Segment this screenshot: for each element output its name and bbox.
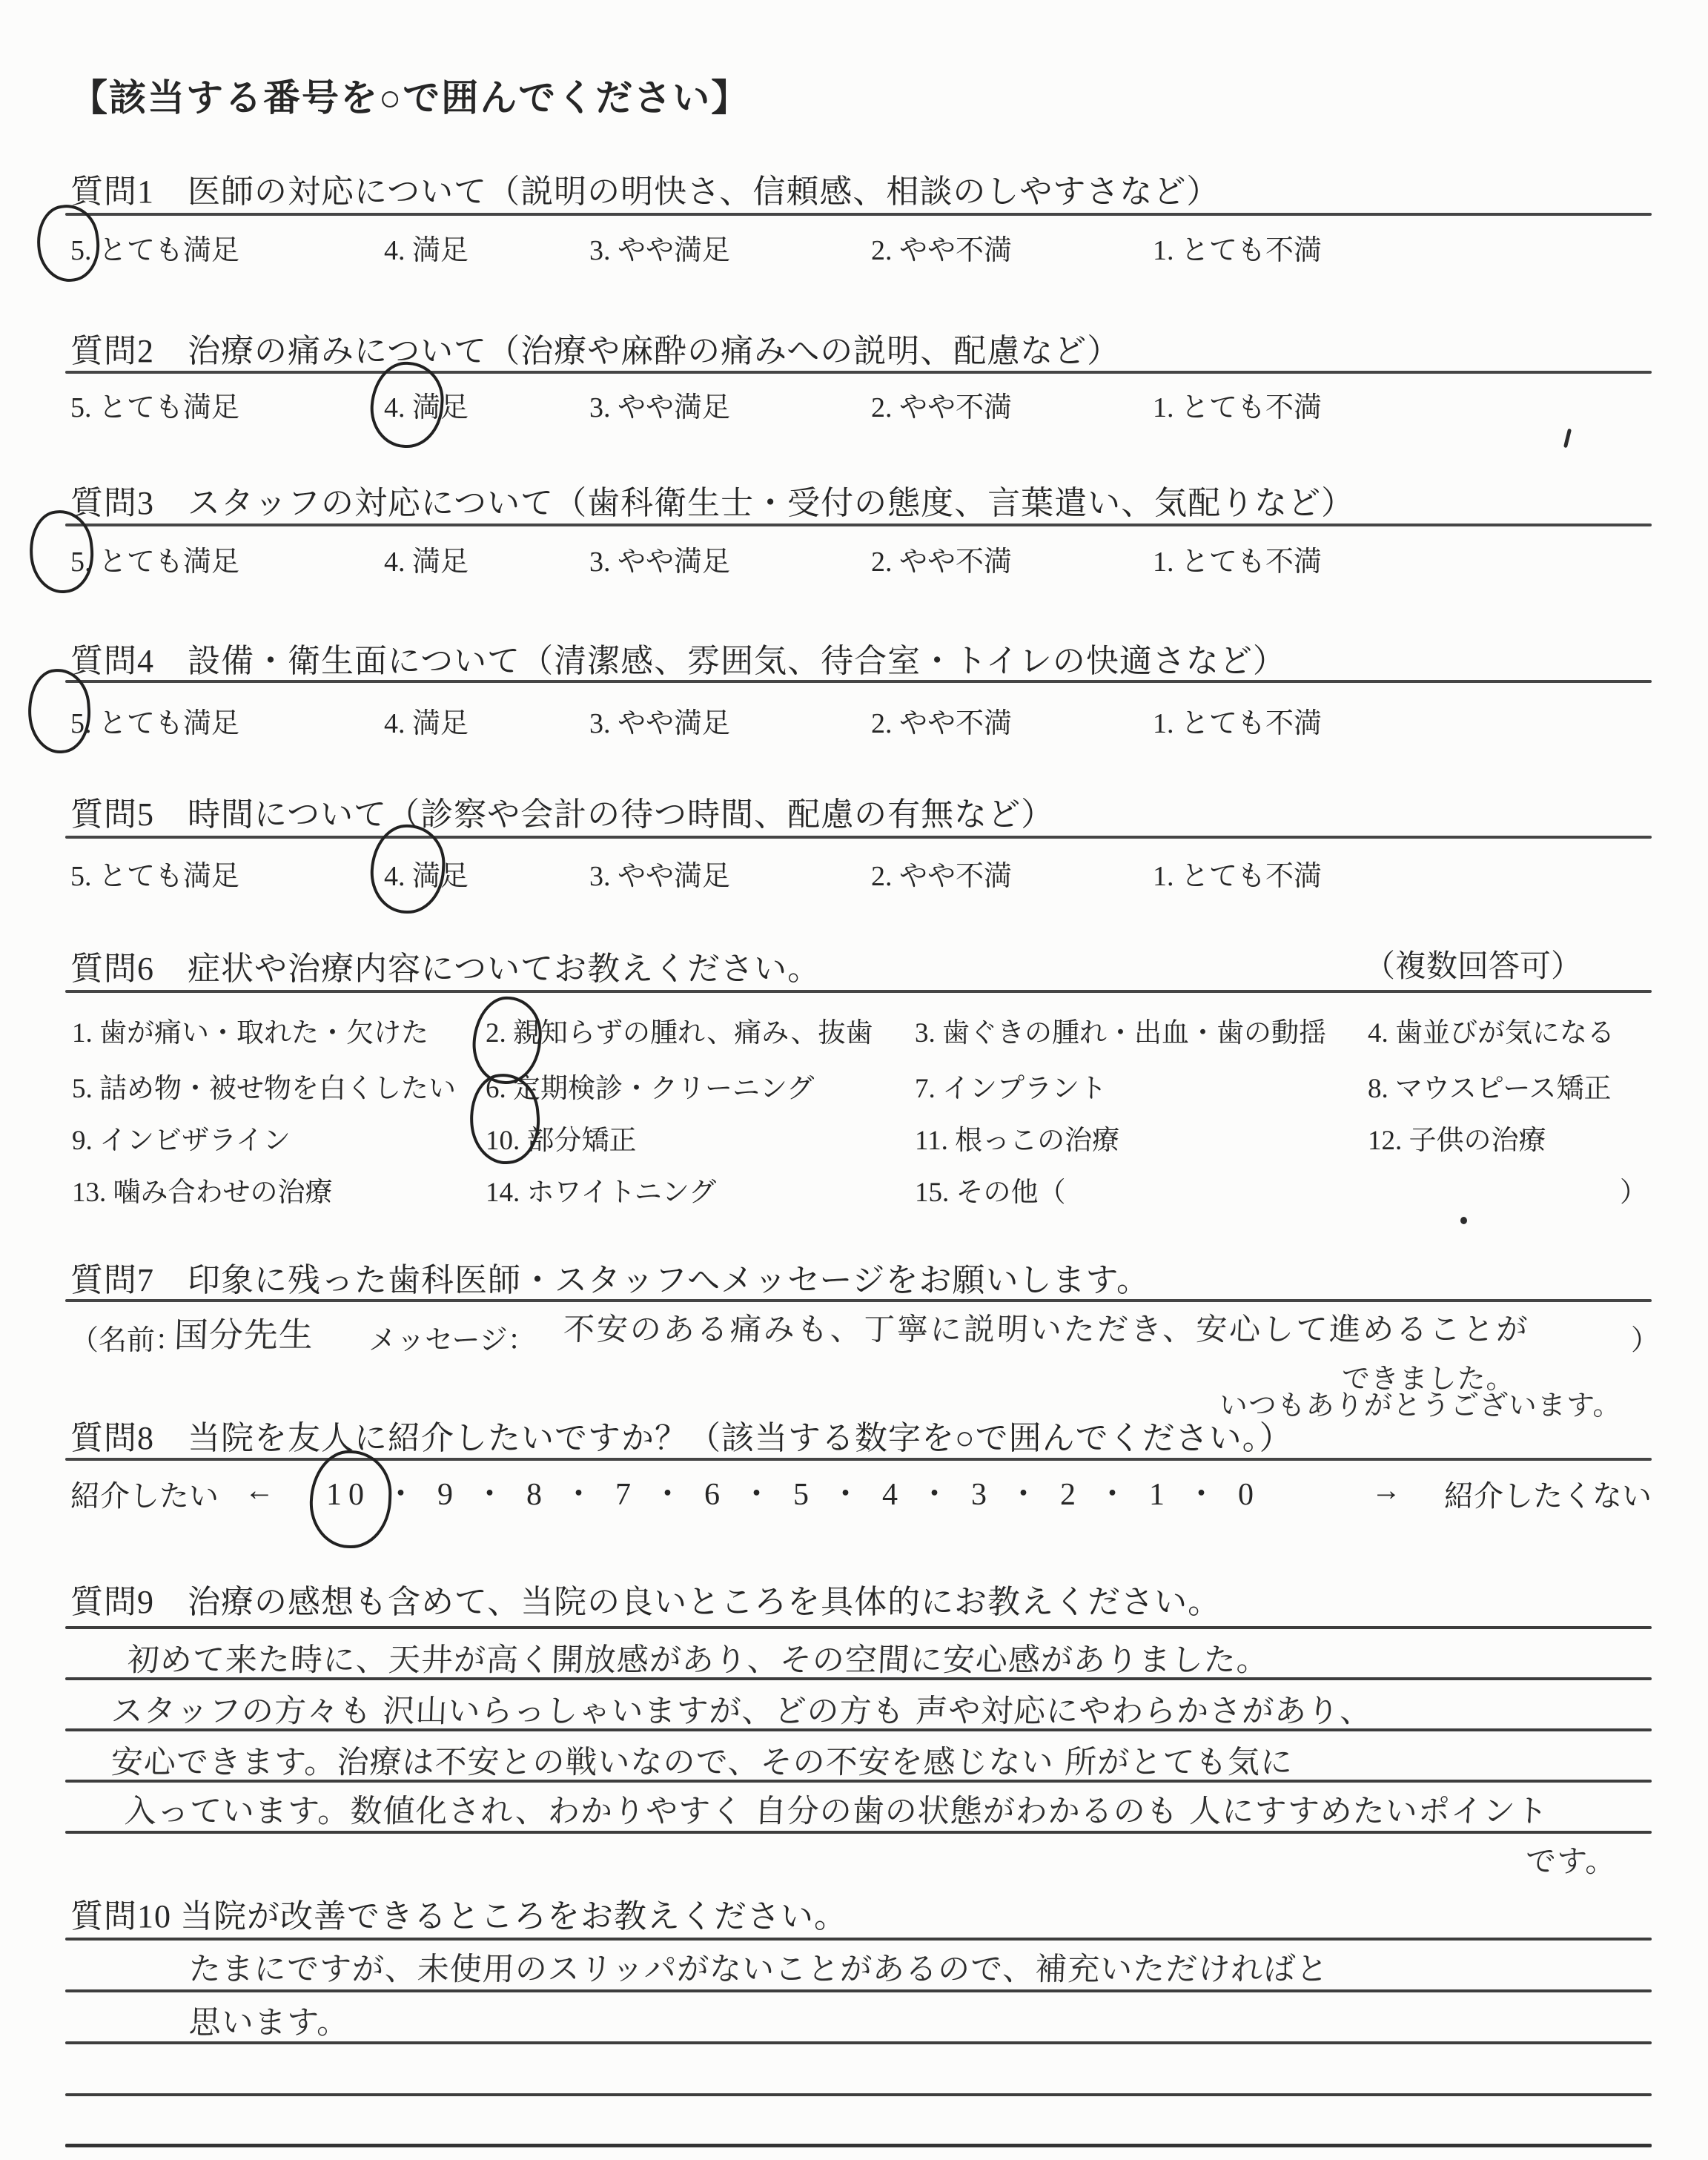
q6-item-15: 15. その他（ bbox=[915, 1178, 1066, 1208]
q2-option-5: 5. とても満足 bbox=[70, 392, 240, 423]
q7-name-handwritten: 国分先生 bbox=[173, 1315, 314, 1355]
q6-item-14: 14. ホワイトニング bbox=[486, 1178, 717, 1208]
q2-option-1: 1. とても不満 bbox=[1153, 392, 1323, 423]
bottom-empty-line-1 bbox=[65, 2093, 1652, 2096]
q8-left-label: 紹介したい bbox=[70, 1479, 219, 1513]
q9-answer-line-3: 安心できます。治療は不安との戦いなので、その不安を感じない 所がとても気に bbox=[110, 1744, 1294, 1781]
q1-header: 質問1 医師の対応について（説明の明快さ、信頼感、相談のしやすさなど） bbox=[70, 174, 1220, 210]
q6-item-10: 10. 部分矯正 bbox=[486, 1126, 637, 1156]
q3-option-5: 5. とても満足 bbox=[70, 546, 240, 578]
q3-option-3: 3. やや満足 bbox=[589, 546, 731, 578]
q7-message-handwritten: 不安のある痛みも、丁寧に説明いただき、安心して進めることが bbox=[563, 1311, 1531, 1347]
pen-mark-apostrophe bbox=[1563, 429, 1572, 448]
q7-divider bbox=[65, 1299, 1652, 1302]
q10-line-2 bbox=[65, 1989, 1652, 1992]
q9-answer-line-5: です。 bbox=[1525, 1843, 1618, 1879]
q1-option-1: 1. とても不満 bbox=[1153, 235, 1323, 266]
q4-divider bbox=[65, 680, 1652, 683]
q10-answer-line-2: 思います。 bbox=[188, 2004, 351, 2041]
q10-header: 質問10 当院が改善できるところをお教えください。 bbox=[70, 1898, 847, 1935]
q7-message-handwritten-3: いつもありがとうございます。 bbox=[1219, 1389, 1623, 1421]
bottom-empty-line-2 bbox=[65, 2144, 1652, 2147]
q6-item-6: 6. 定期検診・クリーニング bbox=[486, 1074, 815, 1104]
q4-option-5: 5. とても満足 bbox=[70, 708, 240, 739]
q7-header: 質問7 印象に残った歯科医師・スタッフへメッセージをお願いします。 bbox=[70, 1262, 1150, 1298]
q7-message-label: メッセージ： bbox=[368, 1325, 536, 1356]
q6-item-8: 8. マウスピース矯正 bbox=[1368, 1074, 1612, 1104]
q9-answer-line-1: 初めて来た時に、天井が高く開放感があり、その空間に安心感がありました。 bbox=[127, 1642, 1270, 1679]
q3-option-2: 2. やや不満 bbox=[871, 546, 1013, 578]
q6-item-9: 9. インビザライン bbox=[72, 1126, 291, 1156]
q8-selection-circle bbox=[308, 1449, 394, 1550]
q9-header: 質問9 治療の感想も含めて、当院の良いところを具体的にお教えください。 bbox=[70, 1584, 1222, 1620]
q4-option-3: 3. やや満足 bbox=[589, 708, 731, 739]
q1-option-2: 2. やや不満 bbox=[871, 235, 1013, 266]
q7-message-handwritten-2: できました。 bbox=[1341, 1362, 1516, 1395]
q7-close-paren: ） bbox=[1631, 1325, 1660, 1356]
q8-left-arrow: ← bbox=[245, 1473, 274, 1507]
q5-divider bbox=[65, 836, 1652, 839]
q5-option-2: 2. やや不満 bbox=[871, 861, 1013, 892]
q1-divider bbox=[65, 213, 1652, 216]
q6-item-1: 1. 歯が痛い・取れた・欠けた bbox=[72, 1018, 428, 1048]
q4-option-1: 1. とても不満 bbox=[1153, 708, 1323, 739]
q3-header: 質問3 スタッフの対応について（歯科衛生士・受付の態度、言葉遣い、気配りなど） bbox=[70, 485, 1355, 521]
q6-item-5: 5. 詰め物・被せ物を白くしたい bbox=[72, 1074, 456, 1104]
q3-option-4: 4. 満足 bbox=[384, 546, 469, 578]
q6-multi-answer-note: （複数回答可） bbox=[1364, 950, 1583, 984]
q6-item-12: 12. 子供の治療 bbox=[1368, 1126, 1546, 1156]
q6-item-13: 13. 噛み合わせの治療 bbox=[72, 1178, 333, 1208]
q2-divider bbox=[65, 371, 1652, 374]
q8-right-arrow: → bbox=[1371, 1473, 1401, 1507]
q4-option-4: 4. 満足 bbox=[384, 708, 469, 739]
q1-option-4: 4. 満足 bbox=[384, 235, 469, 266]
q5-option-5: 5. とても満足 bbox=[70, 861, 240, 892]
q8-number-scale: 10 ・ 9 ・ 8 ・ 7 ・ 6 ・ 5 ・ 4 ・ 3 ・ 2 ・ 1 ・ 0 bbox=[326, 1478, 1261, 1512]
q5-option-3: 3. やや満足 bbox=[589, 861, 731, 892]
q6-divider bbox=[65, 990, 1652, 993]
q4-header: 質問4 設備・衛生面について（清潔感、雰囲気、待合室・トイレの快適さなど） bbox=[70, 643, 1286, 679]
q10-answer-line-1: たまにですが、未使用のスリッパがないことがあるので、補充いただければと bbox=[188, 1951, 1330, 1988]
q2-option-4: 4. 満足 bbox=[384, 392, 469, 423]
q7-name-label: （名前： bbox=[70, 1325, 184, 1356]
q5-header: 質問5 時間について（診察や会計の待つ時間、配慮の有無など） bbox=[70, 796, 1055, 833]
q2-option-2: 2. やや不満 bbox=[871, 392, 1013, 423]
q9-answer-line-2: スタッフの方々も 沢山いらっしゃいますが、どの方も 声や対応にやわらかさがあり、 bbox=[110, 1693, 1374, 1730]
q8-header: 質問8 当院を友人に紹介したいですか？（該当する数字を○で囲んでください。） bbox=[70, 1420, 1293, 1456]
q6-item-3: 3. 歯ぐきの腫れ・出血・歯の動揺 bbox=[915, 1018, 1326, 1048]
q6-item-11: 11. 根っこの治療 bbox=[915, 1126, 1120, 1156]
q6-item-4: 4. 歯並びが気になる bbox=[1368, 1018, 1615, 1048]
q1-option-5: 5. とても満足 bbox=[70, 235, 240, 266]
q10-line-1 bbox=[65, 1938, 1652, 1941]
q9-answer-line-4: 入っています。数値化され、わかりやすく 自分の歯の状態がわかるのも 人にすすめたいポイント bbox=[124, 1793, 1549, 1830]
q1-option-3: 3. やや満足 bbox=[589, 235, 731, 266]
q3-divider bbox=[65, 524, 1652, 526]
q6-item-15-close-paren: ） bbox=[1620, 1178, 1647, 1208]
pen-mark-dot bbox=[1460, 1217, 1467, 1224]
q2-header: 質問2 治療の痛みについて（治療や麻酔の痛みへの説明、配慮など） bbox=[70, 333, 1121, 369]
q6-header: 質問6 症状や治療内容についてお教えください。 bbox=[70, 951, 821, 987]
q4-option-2: 2. やや不満 bbox=[871, 708, 1013, 739]
q5-option-4: 4. 満足 bbox=[384, 861, 469, 892]
q8-right-label: 紹介したくない bbox=[1444, 1479, 1652, 1513]
page-title: 【該当する番号を○で囲んでください】 bbox=[70, 77, 750, 119]
q5-option-1: 1. とても不満 bbox=[1153, 861, 1323, 892]
q9-line-1 bbox=[65, 1626, 1652, 1629]
q8-divider bbox=[65, 1458, 1652, 1461]
q2-option-3: 3. やや満足 bbox=[589, 392, 731, 423]
q6-item-2: 2. 親知らずの腫れ、痛み、抜歯 bbox=[486, 1018, 873, 1048]
q3-option-1: 1. とても不満 bbox=[1153, 546, 1323, 578]
q6-item-7: 7. インプラント bbox=[915, 1074, 1107, 1104]
